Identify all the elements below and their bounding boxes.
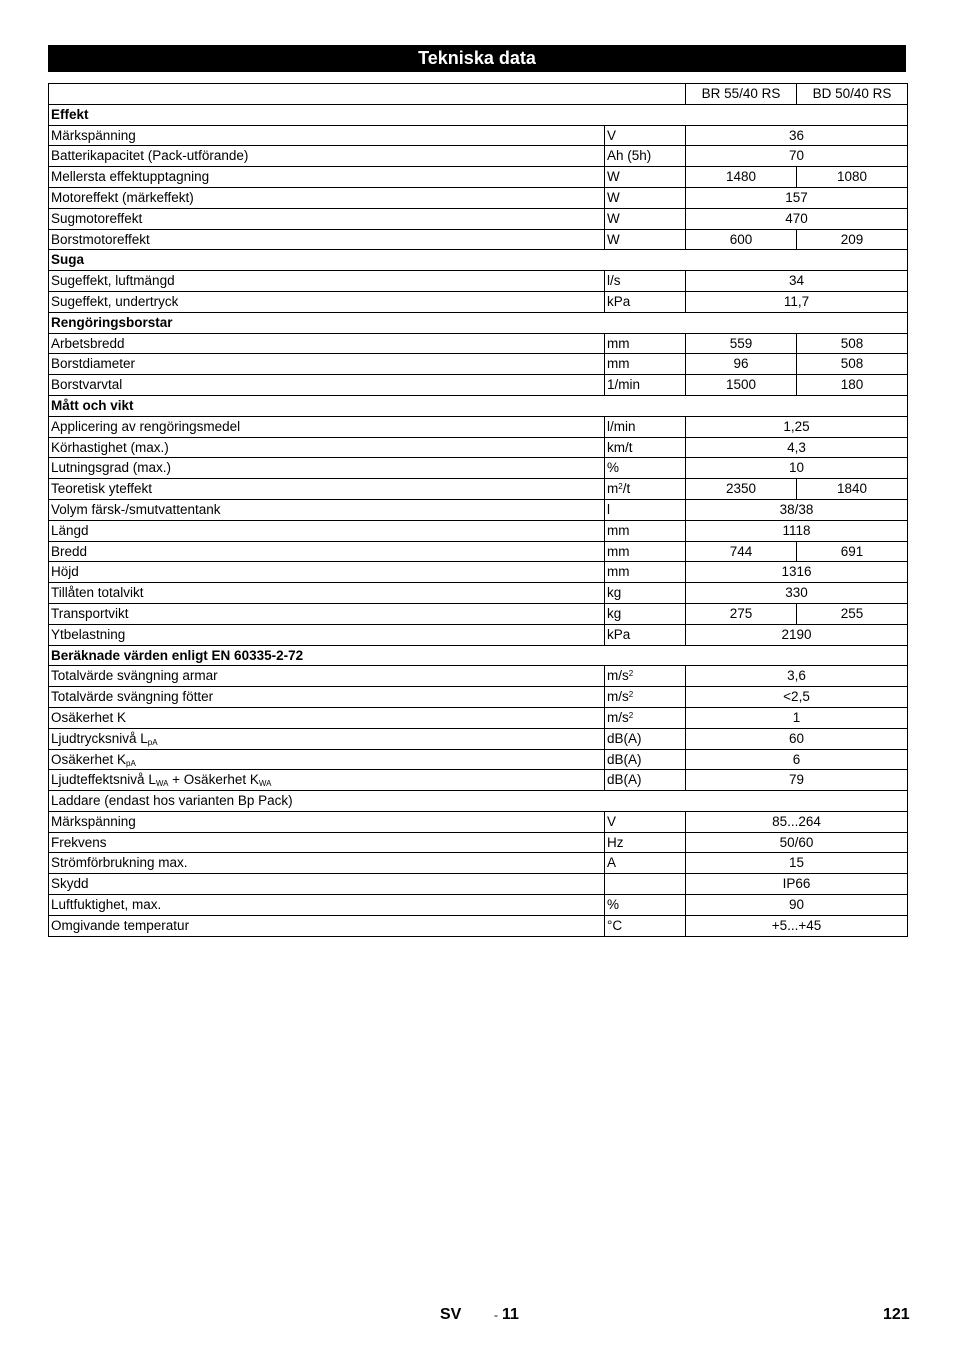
- row-label: [49, 125, 605, 146]
- unit-text: %: [607, 460, 620, 476]
- row-unit: [605, 666, 686, 687]
- row-unit: [605, 146, 686, 167]
- row-value-shared: 470: [686, 208, 908, 229]
- section-heading: Mått och vikt: [49, 395, 908, 416]
- row-label: [49, 208, 605, 229]
- unit-text: W: [607, 189, 620, 205]
- row-value-shared: 38/38: [686, 499, 908, 520]
- unit-text: mm: [607, 356, 630, 372]
- unit-text: mm: [607, 522, 630, 538]
- row-value-shared: 50/60: [686, 832, 908, 853]
- label-text: Tillåten totalvikt: [51, 585, 144, 601]
- label-text: Märkspänning: [51, 127, 136, 143]
- row-label: [49, 416, 605, 437]
- table-row: [49, 603, 908, 624]
- label-text: Bredd: [51, 543, 88, 559]
- row-value-shared: 85...264: [686, 811, 908, 832]
- row-value-shared: 1,25: [686, 416, 908, 437]
- header-blank-cell: [49, 84, 686, 105]
- table-row: [49, 541, 908, 562]
- row-unit: [605, 687, 686, 708]
- row-value-model-1: 744: [686, 541, 797, 562]
- table-row: [49, 583, 908, 604]
- table-row: [49, 395, 908, 416]
- row-value-shared: 10: [686, 458, 908, 479]
- row-unit: [605, 437, 686, 458]
- table-row: [49, 749, 908, 770]
- row-unit: [605, 853, 686, 874]
- table-row: [49, 167, 908, 188]
- unit-text: km/t: [607, 439, 633, 455]
- unit-text: W: [607, 231, 620, 247]
- row-label: [49, 874, 605, 895]
- row-label: [49, 562, 605, 583]
- label-text: Totalvärde svängning armar: [51, 668, 218, 684]
- unit-text: Hz: [607, 834, 624, 850]
- label-text: Transportvikt: [51, 605, 129, 621]
- row-label: [49, 167, 605, 188]
- unit-text: 1/min: [607, 377, 641, 393]
- row-label: [49, 520, 605, 541]
- label-text: Arbetsbredd: [51, 335, 125, 351]
- row-label: [49, 375, 605, 396]
- row-value-shared: 60: [686, 728, 908, 749]
- table-row: [49, 811, 908, 832]
- row-label: [49, 687, 605, 708]
- row-value-model-2: 1840: [797, 479, 908, 500]
- table-row: [49, 666, 908, 687]
- label-text: Totalvärde svängning fötter: [51, 689, 214, 705]
- row-label: [49, 624, 605, 645]
- label-text: Teoretisk yteffekt: [51, 481, 153, 497]
- row-unit: [605, 458, 686, 479]
- row-value-model-1: 96: [686, 354, 797, 375]
- label-text: Borstmotoreffekt: [51, 231, 150, 247]
- row-unit: [605, 125, 686, 146]
- label-text: Lutningsgrad (max.): [51, 460, 172, 476]
- footer-dash: -: [494, 1308, 498, 1322]
- row-unit: [605, 811, 686, 832]
- row-value-shared: 36: [686, 125, 908, 146]
- row-value-shared: 15: [686, 853, 908, 874]
- row-value-shared: 4,3: [686, 437, 908, 458]
- unit-text: %: [607, 897, 620, 913]
- row-value-shared: 90: [686, 895, 908, 916]
- table-row: [49, 707, 908, 728]
- label-text: Volym färsk-/smutvattentank: [51, 501, 221, 517]
- row-label: [49, 832, 605, 853]
- row-value-model-2: 209: [797, 229, 908, 250]
- row-value-model-2: 1080: [797, 167, 908, 188]
- row-value-model-2: 508: [797, 354, 908, 375]
- table-row: [49, 479, 908, 500]
- label-text: Luftfuktighet, max.: [51, 897, 162, 913]
- row-unit: [605, 271, 686, 292]
- table-row: [49, 125, 908, 146]
- row-unit: [605, 520, 686, 541]
- label-text: Ytbelastning: [51, 626, 126, 642]
- row-value-model-1: 1480: [686, 167, 797, 188]
- table-row: [49, 728, 908, 749]
- row-unit: [605, 728, 686, 749]
- row-label: [49, 853, 605, 874]
- table-row: [49, 458, 908, 479]
- label-text: Frekvens: [51, 834, 107, 850]
- row-unit: [605, 208, 686, 229]
- row-unit: [605, 749, 686, 770]
- table-row: [49, 791, 908, 812]
- row-label: [49, 479, 605, 500]
- spec-table: [48, 83, 908, 937]
- row-value-shared: <2,5: [686, 687, 908, 708]
- row-label: [49, 583, 605, 604]
- table-row: [49, 624, 908, 645]
- label-text: Sugeffekt, luftmängd: [51, 273, 175, 289]
- row-label: [49, 811, 605, 832]
- unit-text: A: [607, 855, 617, 871]
- unit-superscript: 2: [618, 482, 623, 492]
- label-text: Osäkerhet K: [51, 709, 127, 725]
- unit-text: dB(A): [607, 730, 642, 746]
- table-row: [49, 229, 908, 250]
- table-row: [49, 687, 908, 708]
- row-value-shared: 1316: [686, 562, 908, 583]
- table-row: [49, 520, 908, 541]
- row-value-model-2: 691: [797, 541, 908, 562]
- footer-section-page: [494, 1306, 519, 1324]
- row-unit: [605, 915, 686, 936]
- row-value-model-1: 275: [686, 603, 797, 624]
- row-value-shared: IP66: [686, 874, 908, 895]
- row-label: [49, 541, 605, 562]
- row-label: [49, 437, 605, 458]
- section-heading: Suga: [49, 250, 908, 271]
- row-value-shared: +5...+45: [686, 915, 908, 936]
- unit-text: kPa: [607, 293, 631, 309]
- unit-text: dB(A): [607, 772, 642, 788]
- label-text: Mellersta effektupptagning: [51, 169, 210, 185]
- row-value-model-2: 255: [797, 603, 908, 624]
- row-unit: [605, 874, 686, 895]
- row-value-model-1: 559: [686, 333, 797, 354]
- table-row: [49, 895, 908, 916]
- table-row: [49, 104, 908, 125]
- table-row: [49, 437, 908, 458]
- unit-text: Ah (5h): [607, 148, 652, 164]
- row-value-shared: 330: [686, 583, 908, 604]
- unit-text: m/s: [607, 689, 629, 705]
- row-label: [49, 749, 605, 770]
- label-text: Sugeffekt, undertryck: [51, 293, 179, 309]
- table-header-row: [49, 84, 908, 105]
- label-text: Ljudteffektsnivå L: [51, 772, 156, 788]
- row-label: [49, 707, 605, 728]
- row-label: [49, 603, 605, 624]
- label-subscript: WA: [155, 779, 169, 789]
- label-subscript: pA: [126, 758, 136, 768]
- label-subscript: pA: [147, 737, 158, 747]
- row-value-shared: 3,6: [686, 666, 908, 687]
- section-heading: Effekt: [49, 104, 908, 125]
- table-row: [49, 499, 908, 520]
- row-label: [49, 895, 605, 916]
- label-text-continued: + Osäkerhet K: [168, 772, 259, 788]
- unit-text: W: [607, 210, 620, 226]
- table-row: [49, 770, 908, 791]
- label-text: Sugmotoreffekt: [51, 210, 143, 226]
- label-subscript: WA: [258, 779, 272, 789]
- row-label: [49, 915, 605, 936]
- section-heading: Beräknade värden enligt EN 60335-2-72: [49, 645, 908, 666]
- label-text: Osäkerhet K: [51, 751, 127, 767]
- table-row: [49, 874, 908, 895]
- label-text: Borstdiameter: [51, 356, 136, 372]
- row-value-shared: 2190: [686, 624, 908, 645]
- unit-text: V: [607, 813, 617, 829]
- row-value-shared: 157: [686, 187, 908, 208]
- row-unit: [605, 333, 686, 354]
- row-label: [49, 187, 605, 208]
- row-unit: [605, 603, 686, 624]
- table-row: [49, 271, 908, 292]
- label-text: Längd: [51, 522, 89, 538]
- row-value-shared: 1: [686, 707, 908, 728]
- table-row: [49, 146, 908, 167]
- row-unit: [605, 375, 686, 396]
- unit-text: dB(A): [607, 751, 642, 767]
- table-row: [49, 853, 908, 874]
- row-unit: [605, 291, 686, 312]
- row-value-shared: 79: [686, 770, 908, 791]
- row-unit: [605, 354, 686, 375]
- row-label: [49, 499, 605, 520]
- label-text: Ljudtrycksnivå L: [51, 730, 148, 746]
- unit-text: mm: [607, 543, 630, 559]
- row-unit: [605, 167, 686, 188]
- row-value-shared: 70: [686, 146, 908, 167]
- footer-language: SV: [440, 1306, 462, 1323]
- table-row: [49, 375, 908, 396]
- label-text: Omgivande temperatur: [51, 917, 190, 933]
- unit-text: l/s: [607, 273, 621, 289]
- unit-text: W: [607, 169, 620, 185]
- row-unit: [605, 562, 686, 583]
- label-text: Skydd: [51, 876, 89, 892]
- unit-text: V: [607, 127, 617, 143]
- unit-text: kg: [607, 585, 622, 601]
- row-value-shared: 6: [686, 749, 908, 770]
- row-value-model-1: 600: [686, 229, 797, 250]
- row-value-model-2: 180: [797, 375, 908, 396]
- label-text: Applicering av rengöringsmedel: [51, 418, 241, 434]
- unit-text: l/min: [607, 418, 636, 434]
- group-heading: Laddare (endast hos varianten Bp Pack): [49, 791, 908, 812]
- row-label: [49, 458, 605, 479]
- model-header-2: BD 50/40 RS: [797, 84, 908, 105]
- label-text: Borstvarvtal: [51, 377, 123, 393]
- row-label: [49, 271, 605, 292]
- unit-text: mm: [607, 335, 630, 351]
- row-label: [49, 728, 605, 749]
- label-text: Körhastighet (max.): [51, 439, 169, 455]
- unit-text-suffix: /t: [622, 481, 631, 497]
- table-row: [49, 915, 908, 936]
- unit-text: mm: [607, 564, 630, 580]
- table-row: [49, 187, 908, 208]
- table-row: [49, 333, 908, 354]
- table-row: [49, 312, 908, 333]
- row-unit: [605, 583, 686, 604]
- unit-text: m: [607, 481, 619, 497]
- table-row: [49, 291, 908, 312]
- row-unit: [605, 770, 686, 791]
- row-value-model-1: 2350: [686, 479, 797, 500]
- unit-text: kPa: [607, 626, 631, 642]
- table-row: [49, 250, 908, 271]
- label-text: Motoreffekt (märkeffekt): [51, 189, 194, 205]
- table-row: [49, 645, 908, 666]
- page-title: Tekniska data: [48, 45, 906, 72]
- unit-text: m/s: [607, 668, 629, 684]
- unit-text: kg: [607, 605, 622, 621]
- unit-text: l: [607, 501, 610, 517]
- unit-text: °C: [607, 917, 623, 933]
- row-label: [49, 333, 605, 354]
- unit-superscript: 2: [628, 690, 634, 700]
- row-label: [49, 354, 605, 375]
- model-header-1: BR 55/40 RS: [686, 84, 797, 105]
- table-row: [49, 832, 908, 853]
- row-value-model-1: 1500: [686, 375, 797, 396]
- unit-text: m/s: [607, 709, 629, 725]
- row-label: [49, 146, 605, 167]
- row-unit: [605, 895, 686, 916]
- label-text: Höjd: [51, 564, 79, 580]
- table-row: [49, 208, 908, 229]
- label-text: Märkspänning: [51, 813, 136, 829]
- row-unit: [605, 416, 686, 437]
- table-row: [49, 354, 908, 375]
- table-row: [49, 562, 908, 583]
- footer-section-number: 11: [502, 1306, 519, 1323]
- table-row: [49, 416, 908, 437]
- section-heading: Rengöringsborstar: [49, 312, 908, 333]
- row-label: [49, 770, 605, 791]
- row-unit: [605, 832, 686, 853]
- unit-superscript: 2: [628, 710, 634, 720]
- footer-page-number: 121: [883, 1306, 910, 1323]
- row-unit: [605, 624, 686, 645]
- row-label: [49, 229, 605, 250]
- row-label: [49, 666, 605, 687]
- row-unit: [605, 229, 686, 250]
- row-value-shared: 34: [686, 271, 908, 292]
- row-value-model-2: 508: [797, 333, 908, 354]
- label-text: Strömförbrukning max.: [51, 855, 188, 871]
- row-value-shared: 11,7: [686, 291, 908, 312]
- row-label: [49, 291, 605, 312]
- row-unit: [605, 479, 686, 500]
- row-unit: [605, 541, 686, 562]
- row-value-shared: 1118: [686, 520, 908, 541]
- unit-superscript: 2: [628, 669, 634, 679]
- row-unit: [605, 187, 686, 208]
- row-unit: [605, 707, 686, 728]
- row-unit: [605, 499, 686, 520]
- label-text: Batterikapacitet (Pack-utförande): [51, 148, 249, 164]
